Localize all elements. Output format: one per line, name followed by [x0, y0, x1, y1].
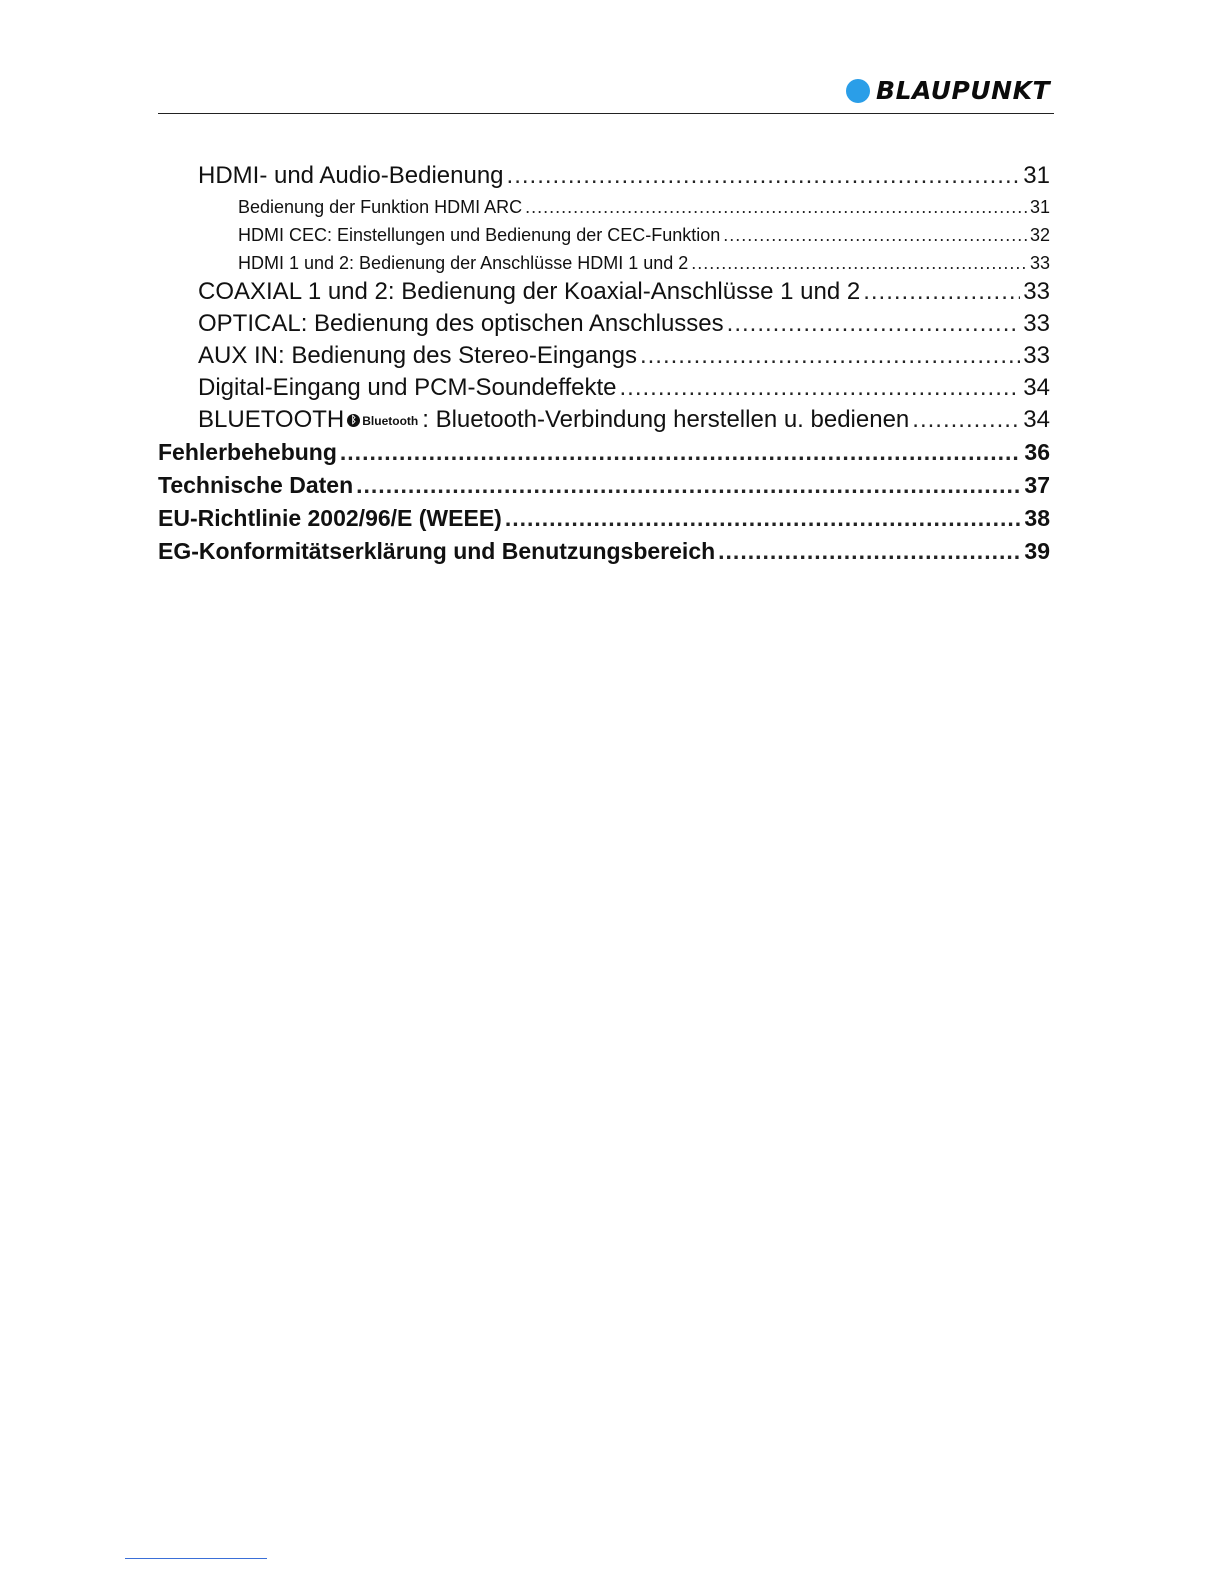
toc-entry-label-prefix: BLUETOOTH: [198, 406, 345, 433]
toc-entry[interactable]: [198, 278, 1050, 306]
toc-entry-label: Fehlerbehebung: [158, 439, 337, 465]
bluetooth-logo: [347, 414, 418, 428]
toc-entry-page: 39: [1024, 538, 1050, 564]
toc-entry-label: HDMI CEC: Einstellungen und Bedienung der CEC-Funktion: [238, 225, 721, 245]
toc-leader-dots: [525, 197, 1027, 218]
toc-entry[interactable]: [198, 406, 1050, 434]
toc-entry[interactable]: [198, 374, 1050, 402]
toc-entry-page: 38: [1024, 505, 1050, 531]
toc-leader-dots: [505, 505, 1022, 532]
header-divider: [158, 113, 1054, 114]
toc-entry-page: 31: [1029, 197, 1050, 217]
toc-leader-dots: [691, 253, 1027, 274]
toc-entry[interactable]: [158, 472, 1050, 499]
toc-entry-page: 37: [1024, 472, 1050, 498]
toc-entry-label-suffix: : Bluetooth-Verbindung herstellen u. bedienen: [422, 406, 910, 433]
toc-entry[interactable]: [198, 162, 1050, 190]
toc-leader-dots: [619, 374, 1020, 402]
brand-logo-text: BLAUPUNKT: [876, 76, 1050, 105]
toc-entry-page: 33: [1023, 310, 1050, 337]
toc-entry[interactable]: [158, 538, 1050, 565]
toc-leader-dots: [507, 162, 1021, 190]
toc-entry-page: 34: [1023, 374, 1050, 401]
toc-entry-label: EG-Konformitätserklärung und Benutzungsbereich: [158, 538, 716, 564]
toc-entry-label: COAXIAL 1 und 2: Bedienung der Koaxial-Anschlüsse 1 und 2: [198, 278, 861, 305]
footnote-divider: [125, 1558, 267, 1559]
toc-entry-label: OPTICAL: Bedienung des optischen Anschlusses: [198, 310, 724, 337]
toc-leader-dots: [340, 439, 1022, 466]
toc-entry-page: 33: [1029, 253, 1050, 273]
toc-entry[interactable]: [238, 197, 1050, 218]
brand-logo: [846, 76, 1050, 105]
toc-entry-page: 31: [1023, 162, 1050, 189]
toc-entry-page: 34: [1023, 406, 1050, 433]
toc-entry-page: 32: [1029, 225, 1050, 245]
toc-entry[interactable]: [158, 439, 1050, 466]
toc-entry-page: 33: [1023, 278, 1050, 305]
toc-entry-label: AUX IN: Bedienung des Stereo-Eingangs: [198, 342, 637, 369]
toc-entry[interactable]: [238, 225, 1050, 246]
toc-entry-label: HDMI 1 und 2: Bedienung der Anschlüsse HDMI 1 und 2: [238, 253, 689, 273]
toc-entry-page: 33: [1023, 342, 1050, 369]
toc-entry-label: [198, 406, 909, 434]
toc-entry-page: 36: [1024, 439, 1050, 465]
bluetooth-icon: ᛒ: [347, 414, 360, 427]
bluetooth-logo-text: Bluetooth: [362, 413, 419, 428]
toc-leader-dots: [912, 406, 1020, 434]
toc-entry-label: Technische Daten: [158, 472, 354, 498]
toc-leader-dots: [727, 310, 1021, 338]
toc-entry[interactable]: [158, 505, 1050, 532]
brand-logo-dot-icon: [846, 79, 870, 103]
toc-leader-dots: [863, 278, 1020, 306]
toc-entry-label: HDMI- und Audio-Bedienung: [198, 162, 504, 189]
toc-entry[interactable]: [198, 342, 1050, 370]
toc-entry[interactable]: [238, 253, 1050, 274]
toc-entry-label: Bedienung der Funktion HDMI ARC: [238, 197, 523, 217]
toc-leader-dots: [723, 225, 1027, 246]
toc-entry-label: Digital-Eingang und PCM-Soundeffekte: [198, 374, 617, 401]
toc-leader-dots: [356, 472, 1021, 499]
toc-entry[interactable]: [198, 310, 1050, 338]
toc-leader-dots: [718, 538, 1021, 565]
toc-entry-label: EU-Richtlinie 2002/96/E (WEEE): [158, 505, 502, 531]
toc-leader-dots: [640, 342, 1020, 370]
